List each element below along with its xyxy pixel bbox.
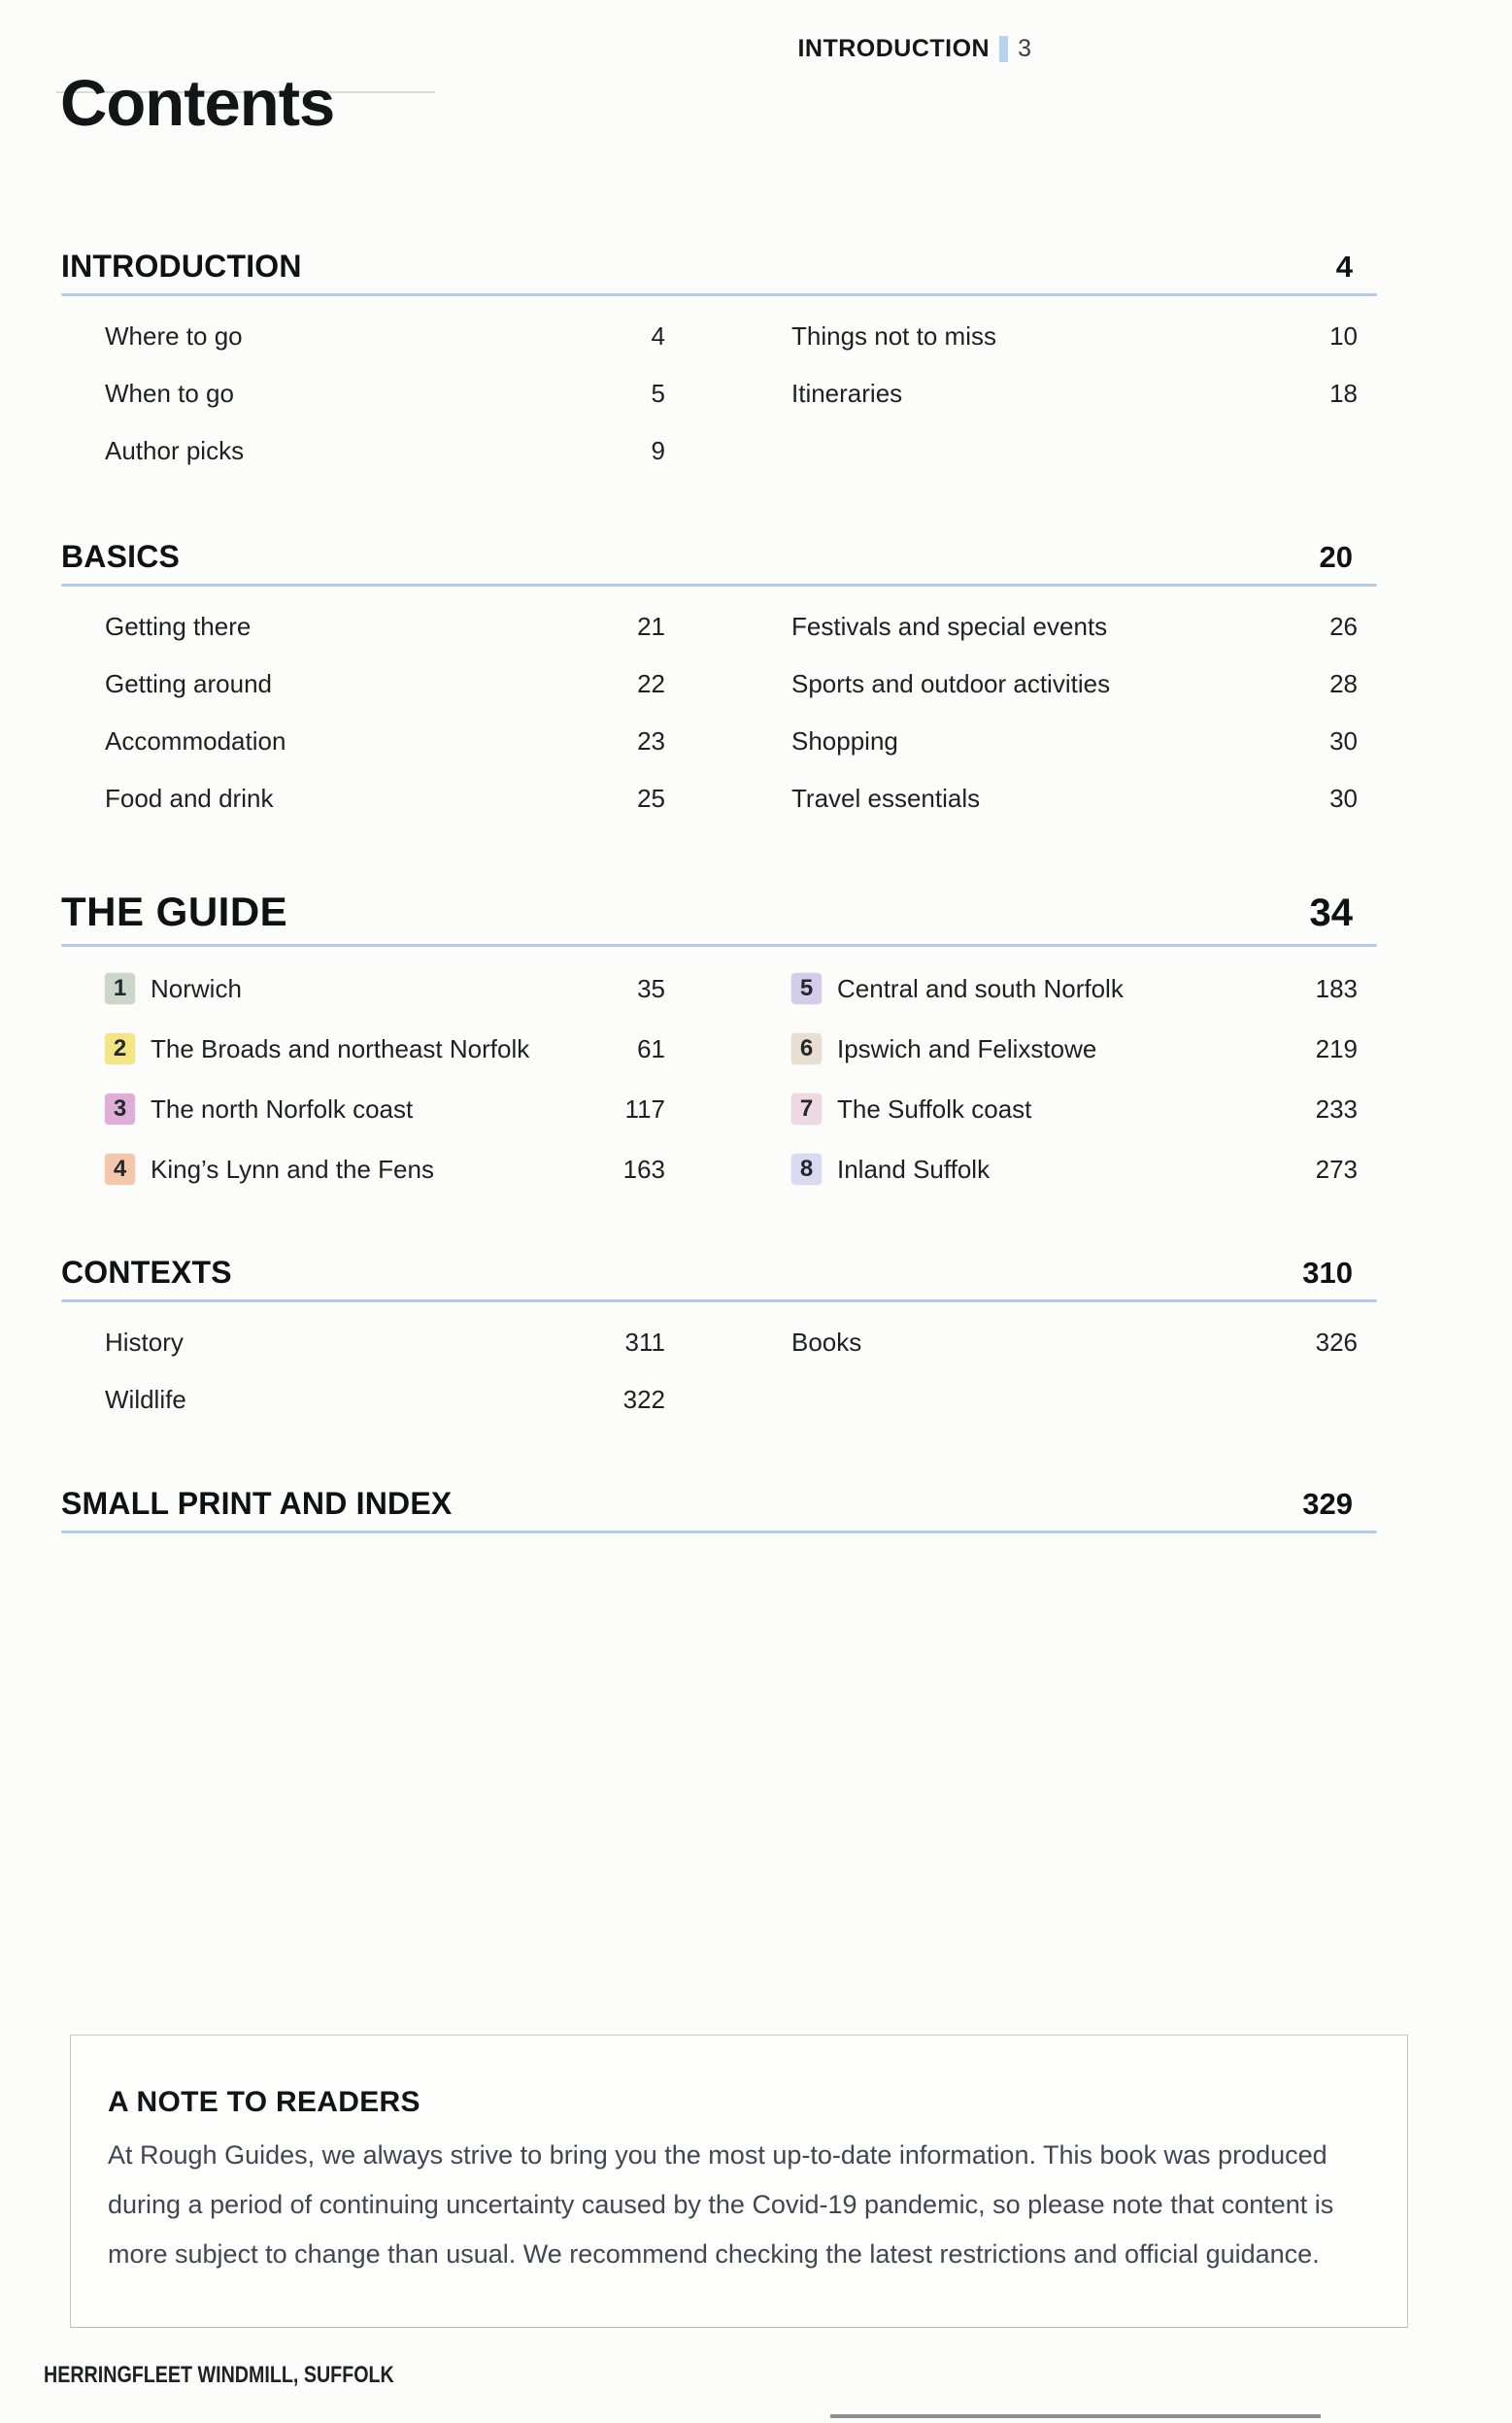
section-header [61, 889, 1377, 935]
toc-item-text [791, 1154, 990, 1185]
toc-item-page: 21 [637, 612, 665, 641]
toc-item [105, 308, 665, 365]
section-header [61, 1255, 1377, 1291]
toc-item-page: 61 [637, 1033, 665, 1063]
toc-section [61, 1255, 1377, 1429]
toc-item [791, 1019, 1358, 1079]
section-divider-rule [61, 944, 1377, 947]
toc-item [105, 422, 665, 480]
section-divider-rule [61, 293, 1377, 296]
toc-item-label: Author picks [105, 436, 245, 465]
right-column [791, 598, 1358, 827]
toc-item-page: 5 [651, 379, 665, 408]
chapter-number-badge: 2 [105, 1033, 135, 1064]
toc-item-label: Where to go [105, 321, 243, 351]
toc-item-page: 22 [637, 669, 665, 698]
toc-item-text [791, 784, 980, 814]
chapter-number-badge: 4 [105, 1154, 135, 1185]
toc-item-page: 23 [637, 726, 665, 756]
left-column [105, 1314, 665, 1429]
section-header [61, 249, 1377, 285]
section-title: CONTEXTS [61, 1255, 232, 1290]
toc-item-page: 30 [1329, 726, 1358, 756]
toc-item-page: 326 [1315, 1328, 1358, 1357]
toc-item-label: Central and south Norfolk [837, 973, 1124, 1003]
toc-item [791, 1139, 1358, 1199]
toc-item-label: The Broads and northeast Norfolk [151, 1033, 530, 1063]
scan-artifact-line [830, 2414, 1321, 2418]
toc-item-text [105, 436, 244, 466]
toc-item-label: Wildlife [105, 1385, 186, 1414]
toc-item-label: The Suffolk coast [837, 1094, 1032, 1124]
toc-section [61, 1486, 1377, 1533]
toc-item [105, 1019, 665, 1079]
section-page-number: 310 [1302, 1256, 1353, 1290]
toc-item [791, 959, 1358, 1019]
toc-item-page: 25 [637, 784, 665, 813]
toc-item [105, 656, 665, 713]
toc-section [61, 889, 1377, 1199]
toc-item-label: History [105, 1328, 184, 1357]
toc-item-text [105, 612, 251, 642]
section-title: THE GUIDE [61, 889, 288, 934]
toc-item [791, 1314, 1358, 1371]
left-column [105, 959, 665, 1199]
toc-item-page: 163 [622, 1154, 665, 1184]
toc-item-label: King’s Lynn and the Fens [151, 1154, 434, 1184]
toc-item-text [105, 1154, 434, 1185]
running-header-section: INTRODUCTION [797, 35, 991, 62]
chapter-number-badge: 3 [105, 1094, 135, 1125]
toc-item-page: 322 [622, 1385, 665, 1414]
toc-item [105, 1079, 665, 1139]
toc-item-text [105, 973, 242, 1004]
running-header-divider-bar [999, 36, 1008, 62]
toc-item-text [791, 1328, 861, 1358]
toc-item-label: Getting there [105, 612, 252, 641]
toc-item-label: Shopping [791, 726, 898, 756]
toc-item [791, 713, 1358, 770]
toc-item [105, 713, 665, 770]
right-column [791, 1314, 1358, 1429]
toc-item-text [791, 379, 902, 409]
toc-item-page: 26 [1329, 612, 1358, 641]
toc-item [105, 1371, 665, 1429]
section-columns [61, 959, 1377, 1199]
toc-item [105, 598, 665, 656]
toc-item-text [791, 1094, 1031, 1125]
chapter-number-badge: 7 [791, 1094, 822, 1125]
toc-item-label: Inland Suffolk [837, 1154, 991, 1184]
section-page-number: 20 [1319, 540, 1353, 574]
section-columns [61, 308, 1377, 480]
toc-item-label: Travel essentials [791, 784, 981, 813]
toc-item-page: 35 [637, 973, 665, 1003]
toc-item [791, 598, 1358, 656]
toc-item-label: Getting around [105, 669, 273, 698]
left-column [105, 598, 665, 827]
toc-item-label: Norwich [151, 973, 242, 1003]
toc-item-text [791, 973, 1124, 1004]
section-header [61, 539, 1377, 575]
section-divider-rule [61, 584, 1377, 587]
toc-item-text [105, 1033, 529, 1064]
section-columns [61, 598, 1377, 827]
toc-item-label: The north Norfolk coast [151, 1094, 414, 1124]
toc-item-page: 183 [1315, 973, 1358, 1003]
toc-item-text [791, 1033, 1096, 1064]
note-body: At Rough Guides, we always strive to bring you the most up-to-date information. This book was produced during a period of continuing uncertainty caused by the Covid-19 pandemic, so please note that content is more subject to change than usual. We recommend checking the latest restrictions and official guidance. [108, 2140, 1334, 2269]
section-divider-rule [61, 1299, 1377, 1302]
toc-item-text [105, 1385, 186, 1415]
right-column [791, 959, 1358, 1199]
toc-item-page: 4 [651, 321, 665, 351]
chapter-number-badge: 6 [791, 1033, 822, 1064]
chapter-number-badge: 8 [791, 1154, 822, 1185]
toc-item [105, 1314, 665, 1371]
running-header-page-number: 3 [1018, 35, 1031, 62]
section-title: INTRODUCTION [61, 249, 302, 284]
toc-item-page: 219 [1315, 1033, 1358, 1063]
toc-item-label: Food and drink [105, 784, 274, 813]
toc-item-page: 28 [1329, 669, 1358, 698]
toc-item-page: 311 [624, 1328, 665, 1357]
toc-item-text [791, 321, 996, 352]
toc-item-label: Ipswich and Felixstowe [837, 1033, 1097, 1063]
toc-item-label: Books [791, 1328, 862, 1357]
toc-item [105, 365, 665, 422]
toc-item-label: Sports and outdoor activities [791, 669, 1111, 698]
section-page-number: 4 [1335, 250, 1353, 284]
toc-item-page: 30 [1329, 784, 1358, 813]
toc-item-page: 273 [1315, 1154, 1358, 1184]
toc-item-text [105, 669, 272, 699]
toc-item-page: 233 [1315, 1094, 1358, 1124]
chapter-number-badge: 5 [791, 973, 822, 1004]
toc-item-text [105, 321, 243, 352]
toc-item-text [105, 379, 234, 409]
toc-item-label: Things not to miss [791, 321, 996, 351]
toc-item-text [791, 612, 1107, 642]
toc-item [105, 770, 665, 827]
toc-section [61, 249, 1377, 480]
toc-item-page: 18 [1329, 379, 1358, 408]
toc-item-label: Festivals and special events [791, 612, 1108, 641]
toc-item-page: 117 [624, 1094, 665, 1124]
right-column [791, 308, 1358, 480]
section-title: SMALL PRINT AND INDEX [61, 1486, 453, 1521]
toc-item [105, 959, 665, 1019]
toc-item [791, 1079, 1358, 1139]
toc-item [791, 656, 1358, 713]
section-page-number: 34 [1309, 892, 1353, 934]
section-columns [61, 1314, 1377, 1429]
toc-item-text [105, 1328, 184, 1358]
toc-item-label: Itineraries [791, 379, 903, 408]
toc-item [105, 1139, 665, 1199]
toc-item [791, 770, 1358, 827]
toc-item-text [791, 669, 1110, 699]
section-title: BASICS [61, 539, 181, 574]
toc-item-label: When to go [105, 379, 234, 408]
toc-section [61, 539, 1377, 827]
section-header [61, 1486, 1377, 1522]
toc-item-text [791, 726, 898, 757]
toc-item [791, 308, 1358, 365]
toc-item-page: 10 [1329, 321, 1358, 351]
running-header [0, 35, 1031, 63]
toc-item-page: 9 [651, 436, 665, 465]
toc-item-text [105, 784, 273, 814]
toc-item-text [105, 726, 286, 757]
photo-caption: HERRINGFLEET WINDMILL, SUFFOLK [44, 2362, 394, 2388]
section-divider-rule [61, 1531, 1377, 1533]
page-title: Contents [60, 67, 335, 140]
toc-item [791, 365, 1358, 422]
chapter-number-badge: 1 [105, 973, 135, 1004]
section-page-number: 329 [1302, 1487, 1353, 1521]
note-to-readers-box [70, 2035, 1408, 2328]
toc-item-text [105, 1094, 413, 1125]
left-column [105, 308, 665, 480]
note-title: A NOTE TO READERS [108, 2086, 420, 2118]
toc-item-label: Accommodation [105, 726, 286, 756]
